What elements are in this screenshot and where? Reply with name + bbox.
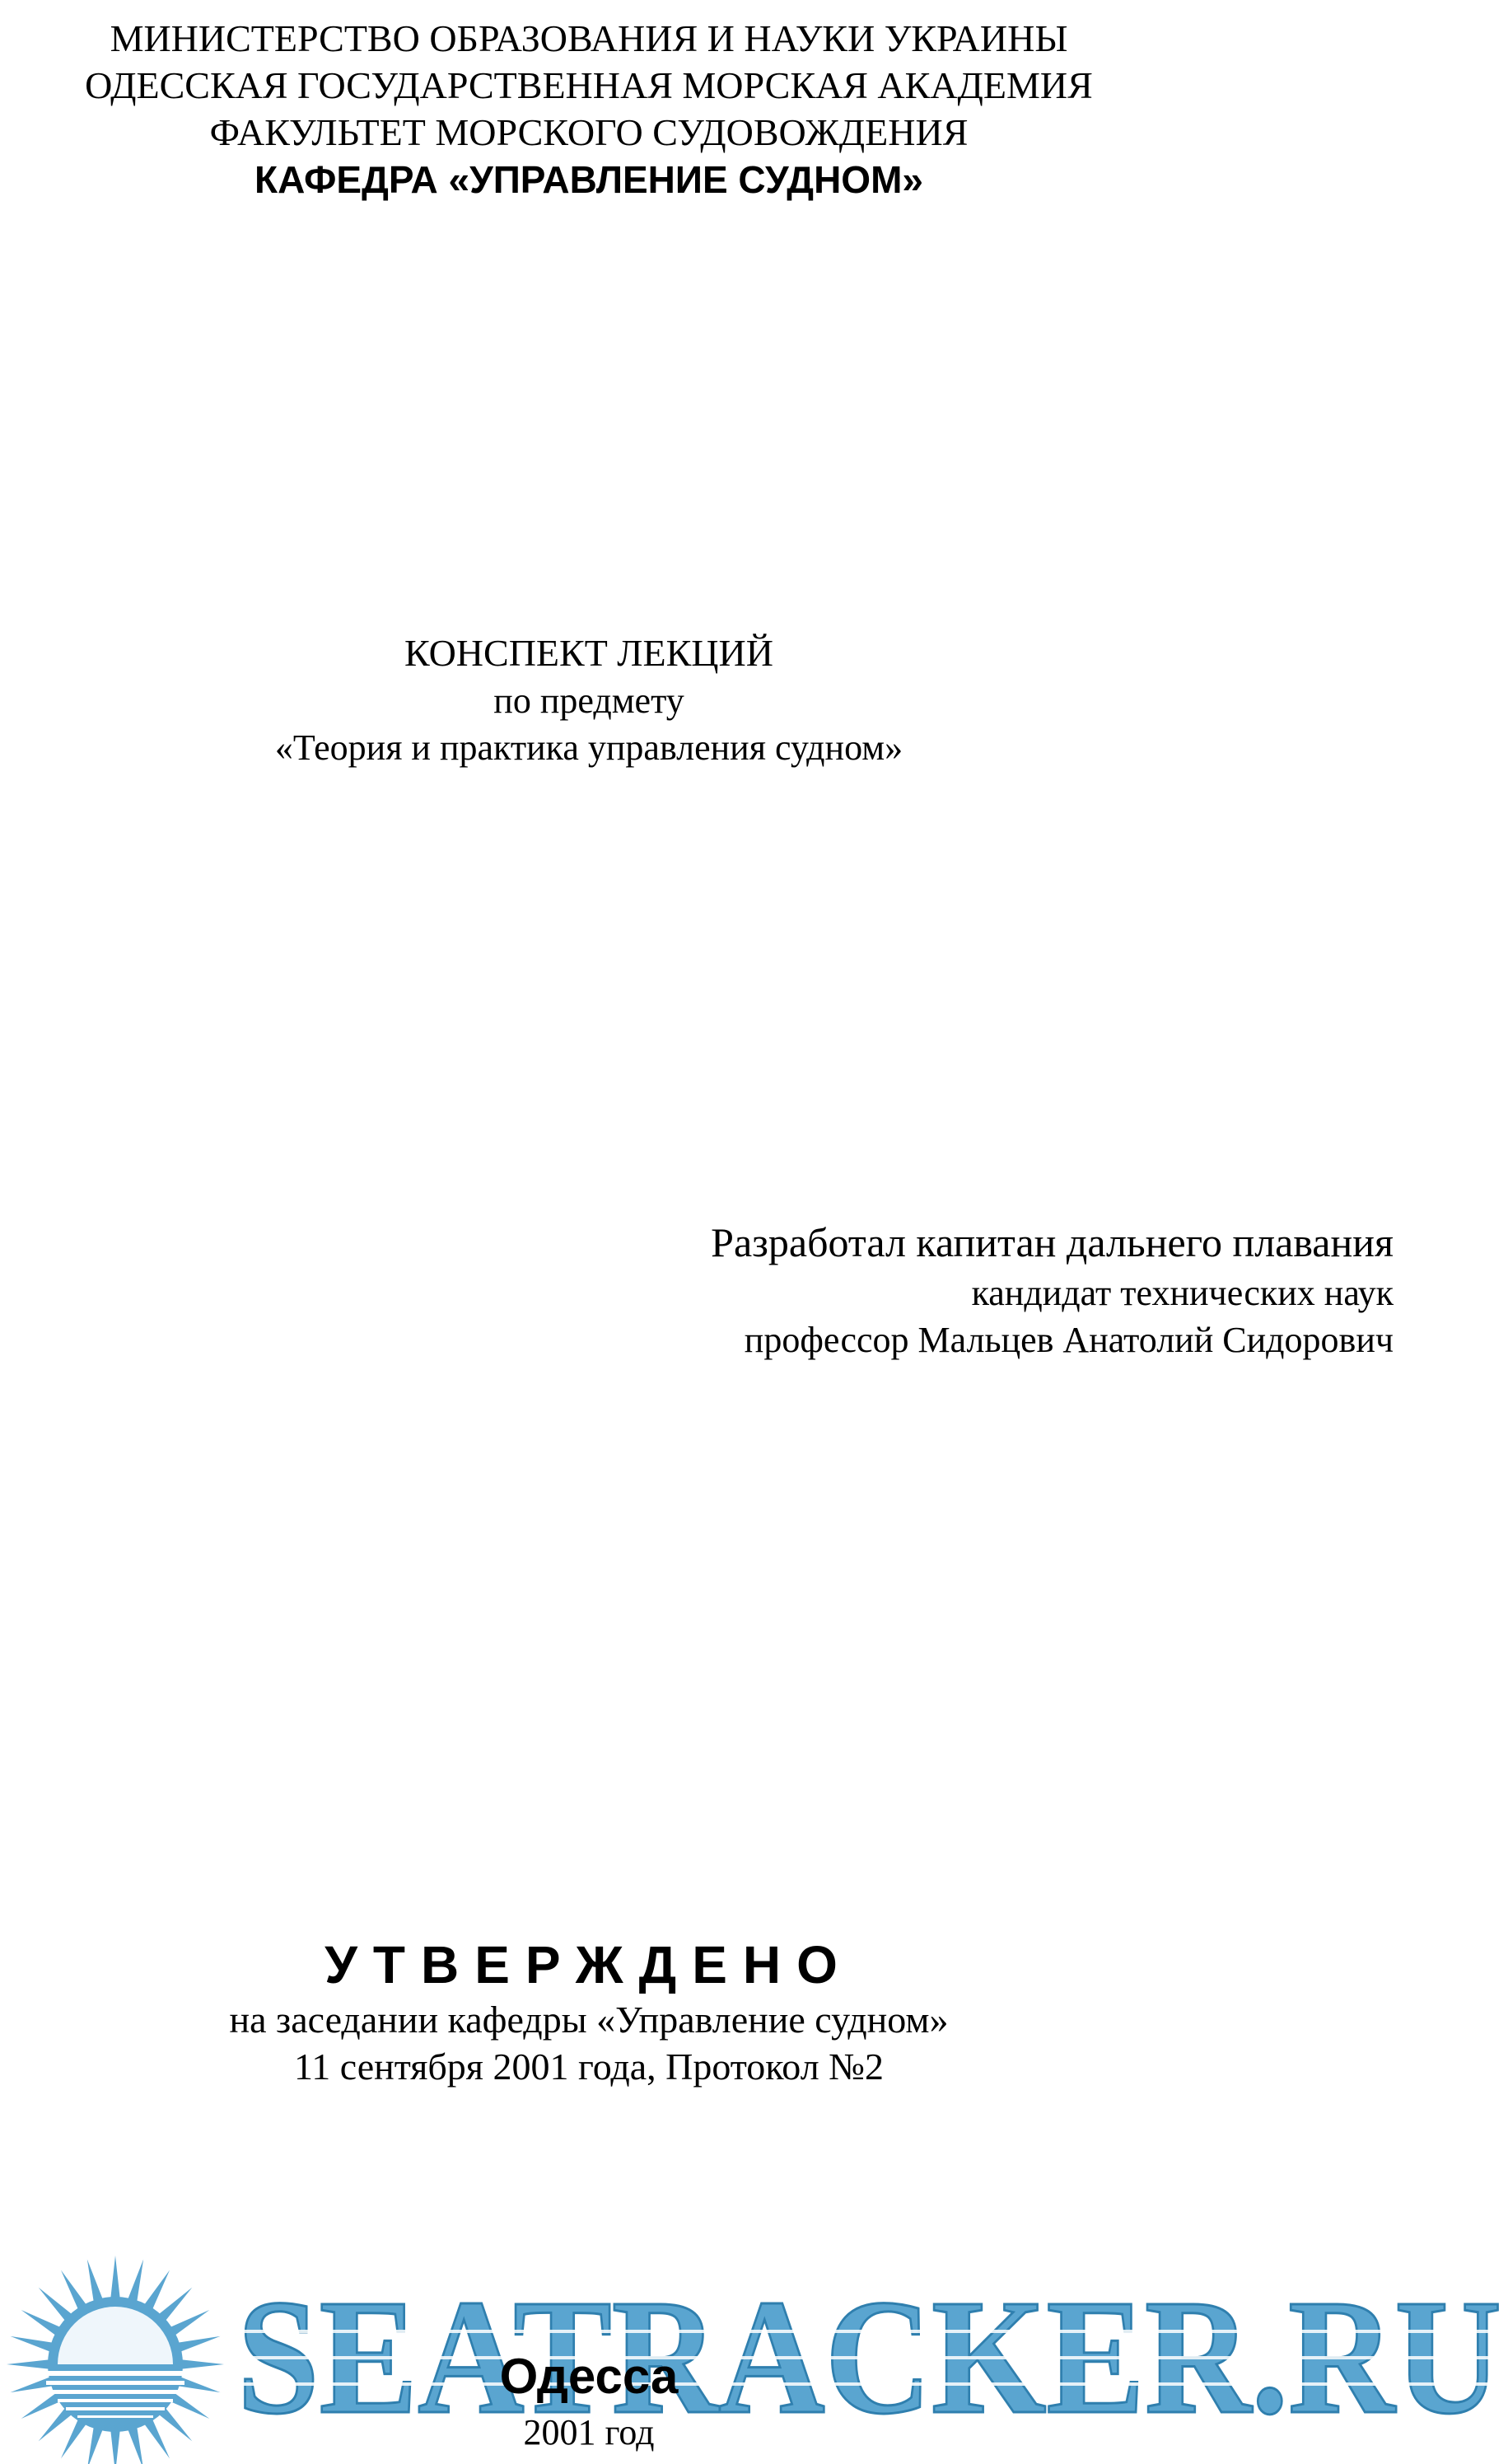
sun-ray bbox=[110, 2430, 120, 2464]
sun-ray bbox=[87, 2259, 103, 2302]
ministry-line: МИНИСТЕРСТВО ОБРАЗОВАНИЯ И НАУКИ УКРАИНЫ bbox=[110, 17, 1068, 59]
approval-date-protocol: 11 сентября 2001 года, Протокол №2 bbox=[293, 2046, 885, 2088]
sun-ray bbox=[158, 2407, 192, 2441]
sun-ray bbox=[110, 2256, 120, 2298]
sun-ray bbox=[181, 2359, 224, 2369]
sun-ray bbox=[61, 2270, 86, 2310]
subject-prefix: по предмету bbox=[493, 680, 684, 721]
approval-meeting: на заседании кафедры «Управление судном» bbox=[229, 1999, 949, 2041]
sun-ray bbox=[170, 2310, 209, 2335]
faculty-line: ФАКУЛЬТЕТ МОРСКОГО СУДОВОЖДЕНИЯ bbox=[209, 111, 969, 153]
sun-ray bbox=[10, 2336, 53, 2352]
subject-name: «Теория и практика управления судном» bbox=[274, 727, 903, 768]
department-line: КАФЕДРА «УПРАВЛЕНИЕ СУДНОМ» bbox=[254, 158, 923, 201]
author-line-2: кандидат технических наук bbox=[971, 1273, 1394, 1313]
sun-ray bbox=[144, 2270, 170, 2310]
author-line-3: профессор Мальцев Анатолий Сидорович bbox=[744, 1320, 1394, 1360]
sun-ray bbox=[21, 2310, 61, 2335]
document-title: КОНСПЕКТ ЛЕКЦИЙ bbox=[404, 632, 773, 674]
sun-ray bbox=[144, 2419, 170, 2458]
city-name: Одесса bbox=[499, 2349, 679, 2404]
sun-ray bbox=[128, 2259, 143, 2302]
sun-ray bbox=[128, 2427, 143, 2464]
sun-ray bbox=[21, 2393, 61, 2419]
approved-heading: УТВЕРЖДЕНО bbox=[324, 1935, 853, 1994]
academy-line: ОДЕССКАЯ ГОСУДАРСТВЕННАЯ МОРСКАЯ АКАДЕМИЯ bbox=[85, 64, 1093, 106]
sun-ray bbox=[39, 2288, 72, 2321]
sun-ray bbox=[158, 2288, 192, 2321]
sun-ray bbox=[87, 2427, 103, 2464]
sun-ray bbox=[170, 2393, 209, 2419]
sun-ray bbox=[39, 2407, 72, 2441]
sun-ray bbox=[61, 2419, 86, 2458]
sun-ray bbox=[7, 2359, 49, 2369]
publication-year: 2001 год bbox=[523, 2412, 655, 2452]
watermark-logo bbox=[237, 2282, 1501, 2426]
sun-over-sea-icon bbox=[0, 2241, 231, 2464]
author-line-1: Разработал капитан дальнего плавания bbox=[711, 1219, 1394, 1265]
watermark-text: SEATRACKER.RU bbox=[237, 2282, 1501, 2426]
sun-ray bbox=[178, 2336, 221, 2352]
